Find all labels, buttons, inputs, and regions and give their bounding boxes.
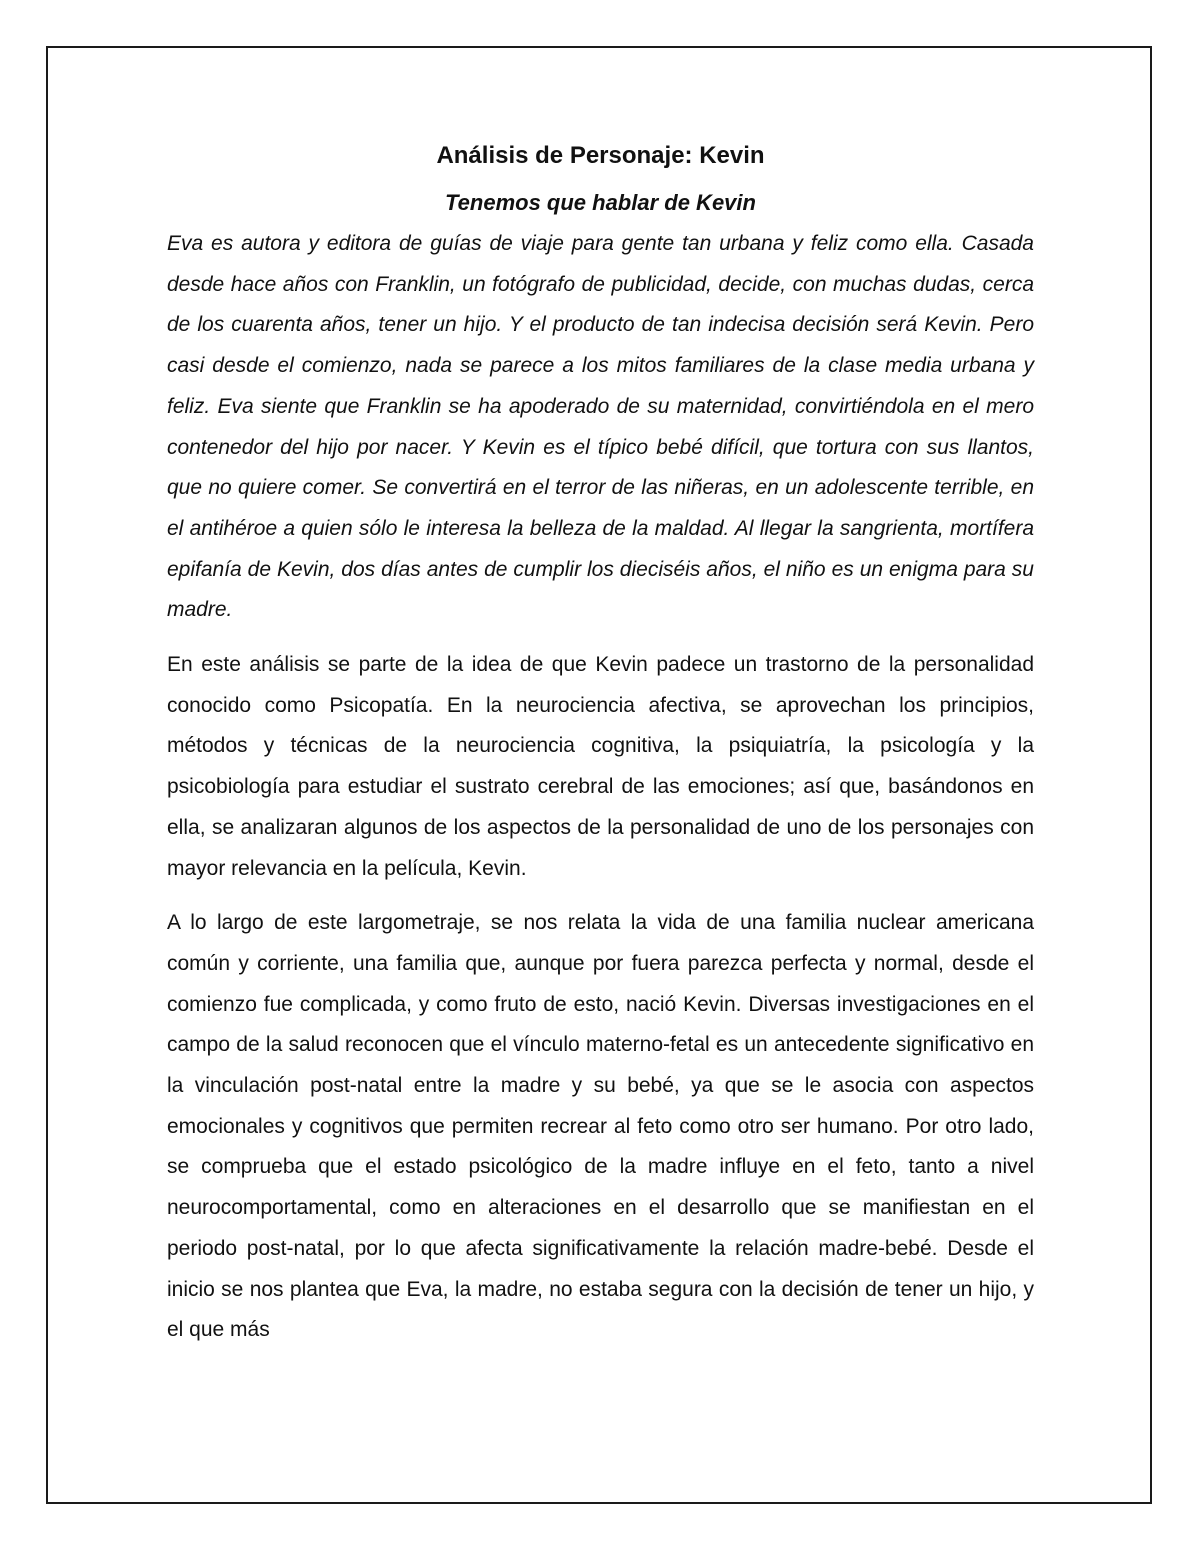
document-body <box>167 138 1034 1351</box>
document-subtitle: Tenemos que hablar de Kevin <box>445 190 756 215</box>
body-paragraph-2: A lo largo de este largometraje, se nos relata la vida de una familia nuclear americana común y corriente, una familia que, aunque por fuera parezca perfecta y normal, desde el comienzo fue complicada, y como fruto de esto, nació Kevin. Diversas investigaciones en el campo de la salud reconocen que el vínculo materno-fetal es un antecedente significativo en la vinculación post-natal entre la madre y su bebé, ya que se le asocia con aspectos emocionales y cognitivos que permiten recrear al feto como otro ser humano. Por otro lado, se comprueba que el estado psicológico de la madre influye en el feto, tanto a nivel neurocomportamental, como en alteraciones en el desarrollo que se manifiestan en el periodo post-natal, por lo que afecta significativamente la relación madre-bebé. Desde el inicio se nos plantea que Eva, la madre, no estaba segura con la decisión de tener un hijo, y el que más <box>167 911 1034 1342</box>
intro-paragraph: Eva es autora y editora de guías de viaje para gente tan urbana y feliz como ella. Casada desde hace años con Franklin, un fotógrafo de publicidad, decide, con muchas dudas, cerca de los cuarenta años, tener un hijo. Y el producto de tan indecisa decisión será Kevin. Pero casi desde el comienzo, nada se parece a los mitos familiares de la clase media urbana y feliz. Eva siente que Franklin se ha apoderado de su maternidad, convirtiéndola en el mero contenedor del hijo por nacer. Y Kevin es el típico bebé difícil, que tortura con sus llantos, que no quiere comer. Se convertirá en el terror de las niñeras, en un adolescente terrible, en el antihéroe a quien sólo le interesa la belleza de la maldad. Al llegar la sangrienta, mortífera epifanía de Kevin, dos días antes de cumplir los dieciséis años, el niño es un enigma para su madre. <box>167 232 1034 622</box>
body-paragraph-1: En este análisis se parte de la idea de que Kevin padece un trastorno de la personalidad conocido como Psicopatía. En la neurociencia afectiva, se aprovechan los principios, métodos y técnicas de la neurociencia cognitiva, la psiquiatría, la psicología y la psicobiología para estudiar el sustrato cerebral de las emociones; así que, basándonos en ella, se analizaran algunos de los aspectos de la personalidad de uno de los personajes con mayor relevancia en la película, Kevin. <box>167 653 1034 880</box>
document-title: Análisis de Personaje: Kevin <box>436 142 765 169</box>
